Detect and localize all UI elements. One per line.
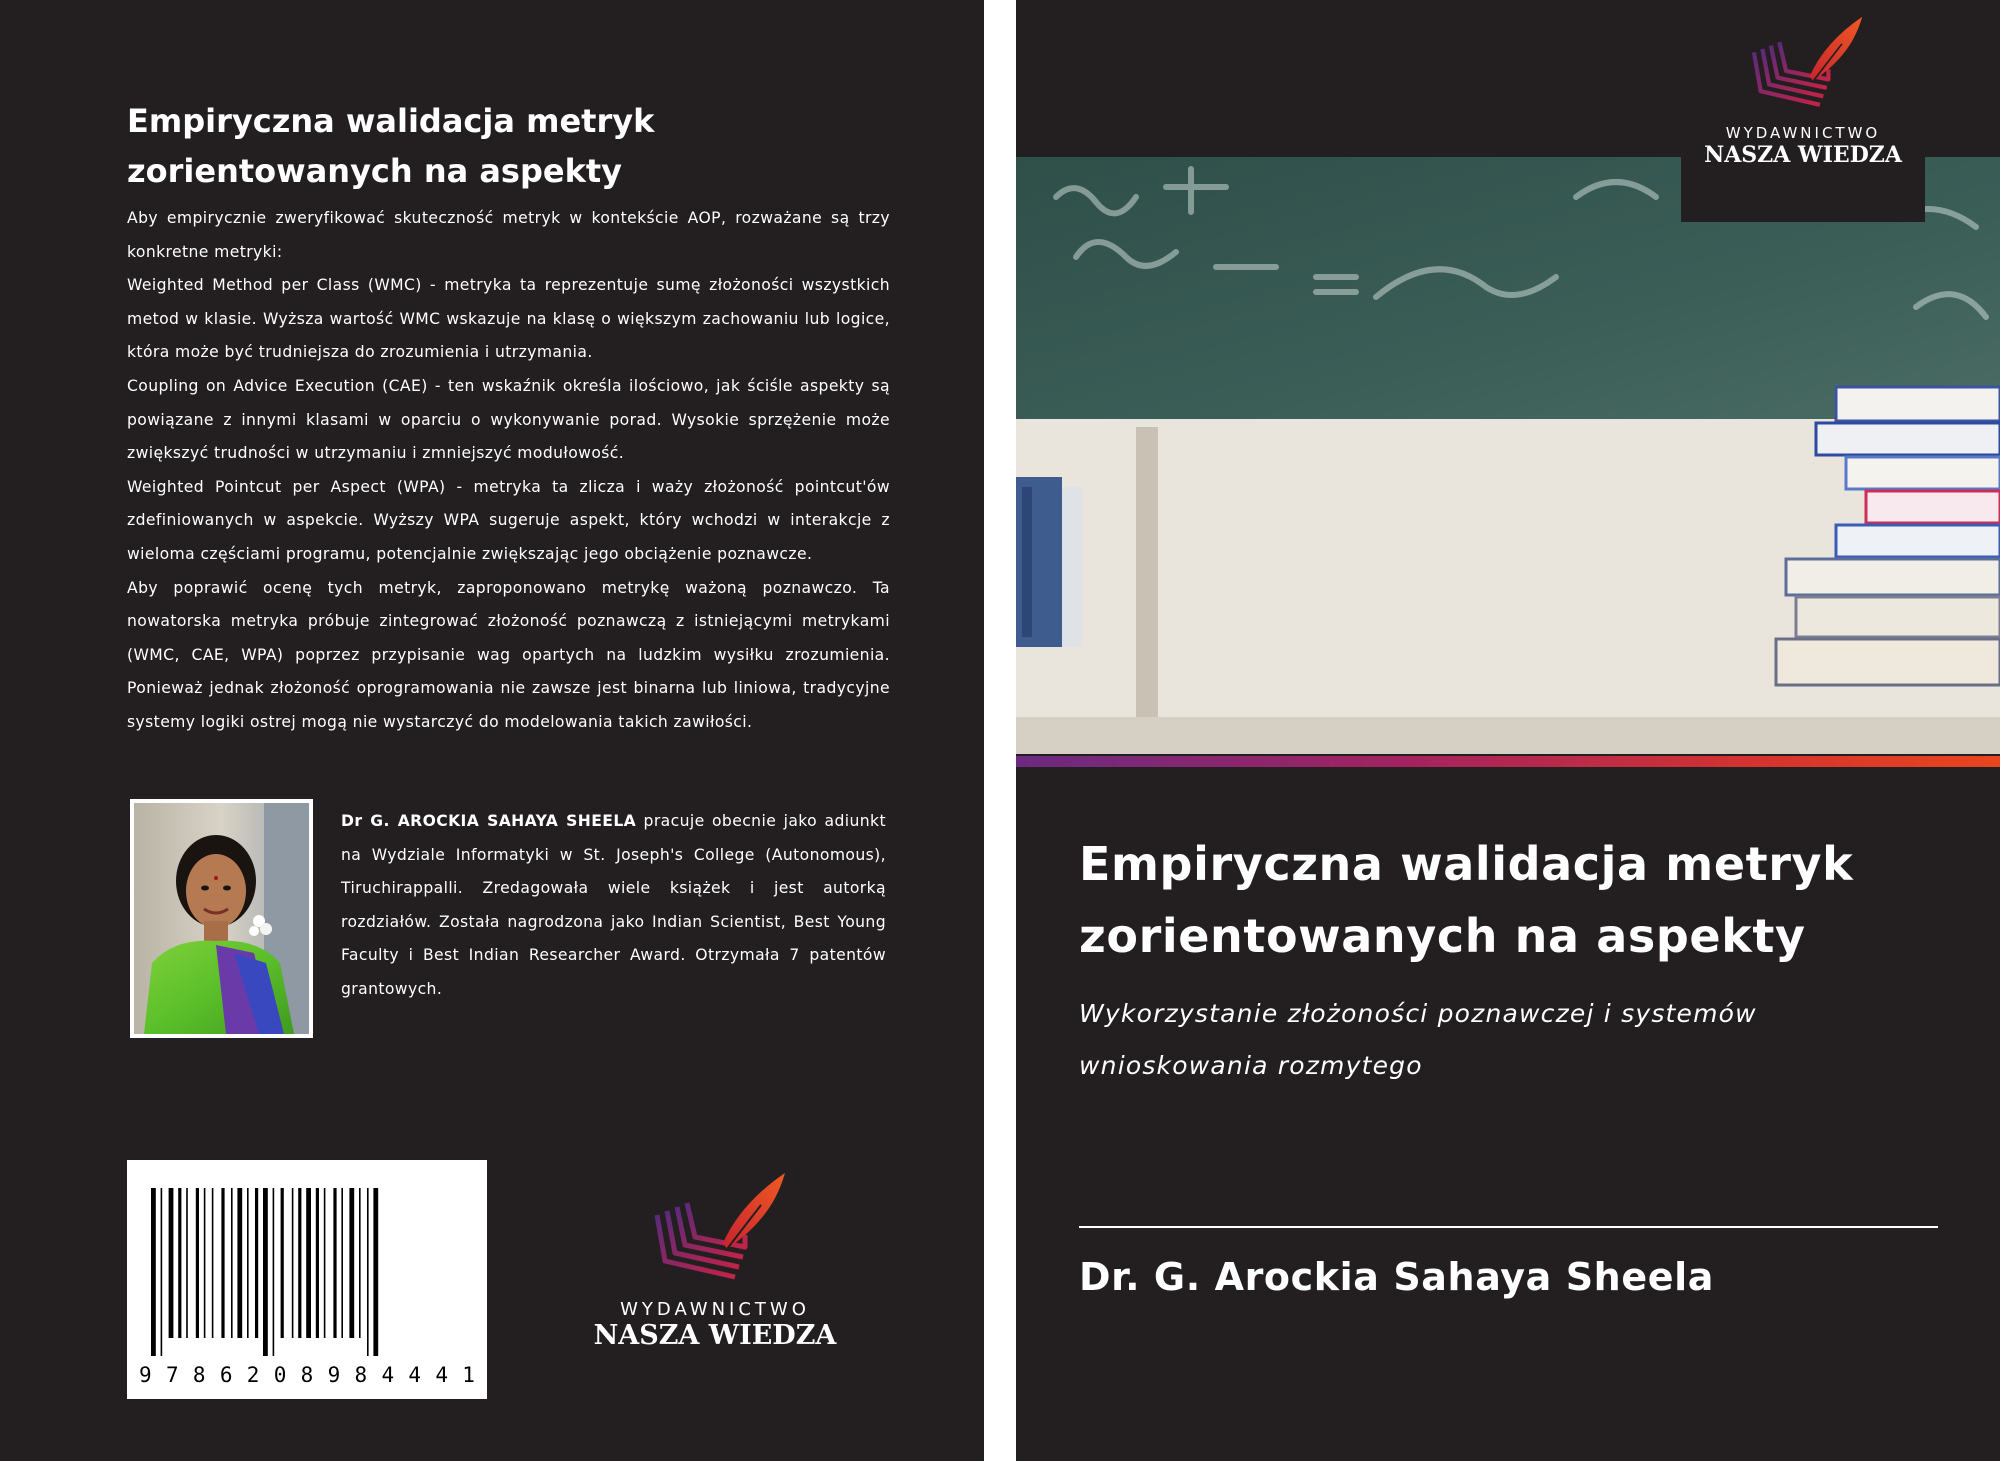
isbn-digit: 9 <box>139 1363 152 1387</box>
description-paragraph: Aby empirycznie zweryfikować skuteczność metryk w kontekście AOP, rozważane są trzy konkretne metryki: <box>127 209 890 261</box>
barcode-bar <box>298 1188 301 1338</box>
description-paragraph: Weighted Pointcut per Aspect (WPA) - metryka ta zlicza i waży złożoność pointcut'ów zdefiniowanych w aspekcie. Wyższy WPA sugeruje aspekt, który wchodzi w interakcje z wieloma częściami programu, potencjalnie zwiększając jego obciążenie poznawcze. <box>127 477 890 563</box>
isbn-digit: 0 <box>273 1363 287 1387</box>
barcode-bar <box>204 1188 206 1338</box>
front-subtitle-line1: Wykorzystanie złożoności poznawczej i systemów <box>1079 999 1757 1028</box>
author-bio <box>341 805 886 1007</box>
barcode-icon <box>127 1160 487 1360</box>
barcode-bar <box>212 1188 214 1338</box>
barcode-bar <box>178 1188 181 1338</box>
barcode-bar <box>341 1188 343 1338</box>
barcode-bar <box>237 1188 242 1338</box>
spine-gap <box>984 0 1016 1461</box>
isbn-digit: 8 <box>354 1363 368 1387</box>
publisher-logo-front <box>1681 0 1925 222</box>
back-cover-description <box>127 202 890 740</box>
isbn-digit: 1 <box>462 1363 475 1387</box>
front-title-line1: Empiryczna walidacja metryk <box>1079 837 1854 891</box>
publisher-logo-line2: NASZA WIEDZA <box>593 1320 837 1351</box>
isbn-digit: 6 <box>219 1363 233 1387</box>
barcode-bar <box>255 1188 258 1338</box>
description-paragraph: Weighted Method per Class (WMC) - metryka ta reprezentuje sumę złożoności wszystkich metod w klasie. Wyższa wartość WMC wskazuje na klasę o większym zachowaniu lub logice, która może być trudniejsza do zrozumienia i utrzymania. <box>127 276 890 362</box>
description-paragraph: Coupling on Advice Execution (CAE) - ten wskaźnik określa ilościowo, jak ściśle aspekty są powiązane z innymi klasami w oparciu o wykonywanie porad. Wysokie sprzężenie może zwiększyć trudności w utrzymaniu i zmniejszyć modułowość. <box>127 376 890 463</box>
barcode-bar <box>263 1188 268 1356</box>
back-title-line2: zorientowanych na aspekty <box>127 152 623 190</box>
barcode-bar <box>161 1188 163 1356</box>
barcode-bar <box>333 1188 336 1338</box>
author-bio-text: pracuje obecnie jako adiunkt na Wydziale Informatyki w St. Joseph's College (Autonomous), Tiruchirappalli. Zredagowała wiele książek i jest autorką rozdziałów. Została nagrodzona jako Indian Scientist, Best Young Faculty i Best Indian Researcher Award. Otrzymała 7 patentów grantowych. <box>341 812 886 998</box>
isbn-digit: 8 <box>192 1363 206 1387</box>
barcode-bar <box>316 1188 319 1338</box>
barcode-bar <box>281 1188 284 1338</box>
publisher-logo-back <box>590 1165 840 1360</box>
publisher-logo-line2: NASZA WIEDZA <box>1704 142 1902 168</box>
barcode-bar <box>231 1188 233 1338</box>
barcode-bar <box>169 1188 174 1338</box>
barcode-bar <box>349 1188 354 1338</box>
barcode-bar <box>247 1188 249 1338</box>
barcode-bar <box>292 1188 294 1338</box>
barcode-bar <box>324 1188 326 1338</box>
back-cover-title <box>127 96 887 196</box>
back-cover <box>0 0 984 1461</box>
book-quill-icon <box>1733 10 1873 120</box>
divider-rule <box>1079 1226 1938 1228</box>
isbn-digit: 8 <box>300 1363 314 1387</box>
isbn-digit: 4 <box>408 1363 422 1387</box>
barcode-bar <box>221 1188 224 1338</box>
barcode-bar <box>306 1188 311 1338</box>
barcode-bar <box>196 1188 199 1338</box>
front-cover <box>1016 0 2000 1461</box>
back-title-line1: Empiryczna walidacja metryk <box>127 102 655 140</box>
front-cover-author: Dr. G. Arockia Sahaya Sheela <box>1079 1255 1714 1299</box>
isbn-number <box>139 1363 475 1387</box>
author-portrait-image <box>134 803 309 1034</box>
isbn-digit: 4 <box>381 1363 395 1387</box>
front-cover-subtitle <box>1079 988 1959 1092</box>
front-cover-title <box>1079 828 1959 972</box>
publisher-logo-line1: WYDAWNICTWO <box>620 1299 810 1320</box>
publisher-logo-line1: WYDAWNICTWO <box>1725 124 1881 142</box>
accent-bar <box>1016 756 2000 767</box>
front-title-line2: zorientowanych na aspekty <box>1079 909 1806 963</box>
isbn-digit: 9 <box>327 1363 341 1387</box>
isbn-barcode <box>127 1160 487 1399</box>
barcode-bar <box>186 1188 188 1338</box>
barcode-bar <box>151 1188 156 1356</box>
cover-photo-chalkboard-books <box>1016 157 2000 754</box>
author-bio-name: Dr G. AROCKIA SAHAYA SHEELA <box>341 812 637 830</box>
author-photo <box>130 799 313 1038</box>
barcode-bar <box>367 1188 369 1356</box>
description-paragraph: Aby poprawić ocenę tych metryk, zaproponowano metrykę ważoną poznawczo. Ta nowatorska metryka próbuje zintegrować złożoność poznawczą z istniejącymi metrykami (WMC, CAE, WPA) poprzez przypisanie wag opartych na ludzkim wysiłku zrozumienia. Ponieważ jednak złożoność oprogramowania nie zawsze jest binarna lub liniowa, tradycyjne systemy logiki ostrej mogą nie wystarczyć do modelowania takich zawiłości. <box>127 578 890 731</box>
barcode-bar <box>359 1188 361 1338</box>
isbn-digit: 2 <box>246 1363 260 1387</box>
barcode-bar <box>273 1188 275 1356</box>
book-quill-icon <box>635 1165 795 1295</box>
barcode-bar <box>373 1188 378 1356</box>
front-subtitle-line2: wnioskowania rozmytego <box>1079 1051 1423 1080</box>
isbn-digit: 7 <box>165 1363 179 1387</box>
isbn-digit: 4 <box>435 1363 448 1387</box>
